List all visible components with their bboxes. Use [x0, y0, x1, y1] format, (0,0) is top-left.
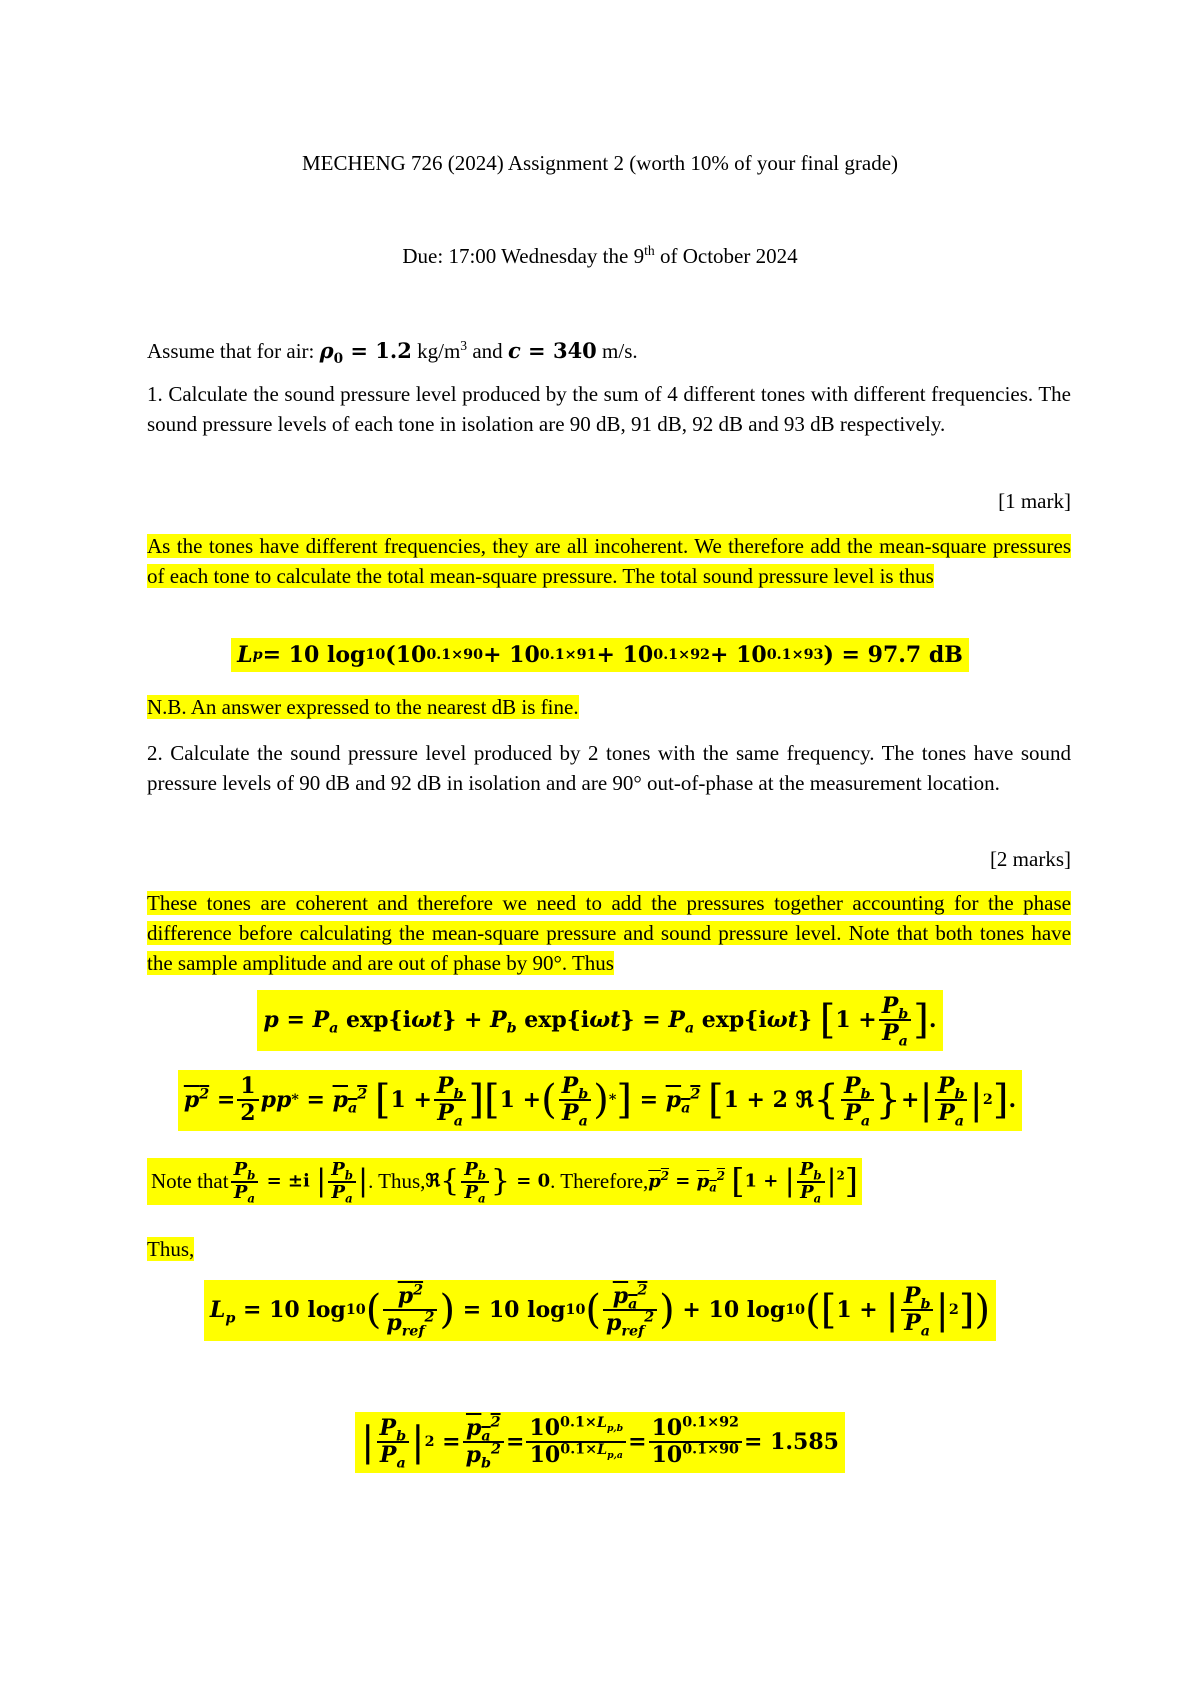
- due-prefix: Due: 17:00 Wednesday the 9: [402, 244, 645, 268]
- question-1-answer: [147, 531, 1071, 591]
- eq1-plus-3: + 10: [596, 642, 654, 668]
- question-1-marks: [1 mark]: [998, 489, 1071, 513]
- answer-2-text: These tones are coherent and therefore we need to add the pressures together accounting for the phase difference before calculating the mean-square pressure and sound pressure level. Note that both tones have the sample amplitude and are out of phase by 90°. Thus: [147, 891, 1071, 975]
- equation-1: L p = 10 log 10 (10 0.1×90 + 10 0.1×91 + 10 0.1×92 + 10 0.1×93 ) = 97.7 dB: [0, 638, 1200, 672]
- c-symbol: c: [507, 338, 521, 363]
- question-1-note: [147, 694, 579, 721]
- rho-symbol: ρ: [319, 338, 334, 363]
- eq1-log: = 10 log: [262, 642, 366, 668]
- eq1-close: ) = 97.7 dB: [823, 642, 963, 668]
- equation-lp-2: $L_p$ = 10 log 10 ( $\frac{p^2}{p_{ref}^2}$ ) = 10 log 10 ( $\frac{p_a^2}{p_{ref}^2}$ ) + 10 log 10 ( [ 1 + | $\frac{P_b}{P_a}$ | 2 ] ): [0, 1280, 1200, 1341]
- thus-label: [147, 1236, 194, 1263]
- eq1-open: (10: [385, 642, 427, 668]
- assumption-line: [147, 337, 638, 368]
- question-2-answer: [147, 888, 1071, 978]
- question-1-text: 1. Calculate the sound pressure level produced by the sum of 4 different tones with different frequencies. The sound pressure levels of each tone in isolation are 90 dB, 91 dB, 92 dB and 93 dB respectively.: [147, 382, 1071, 436]
- note-thus: . Thus,: [368, 1169, 426, 1194]
- question-2-text: 2. Calculate the sound pressure level produced by 2 tones with the same frequency. The tones have sound pressure levels of 90 dB and 92 dB in isolation and are 90° out-of-phase at the measurement location.: [147, 741, 1071, 795]
- answer-1-text: As the tones have different frequencies, they are all incoherent. We therefore add the mean-square pressures of each tone to calculate the total mean-square pressure. The total sound pressure level is thus: [147, 534, 1071, 588]
- note-1-text: N.B. An answer expressed to the nearest dB is fine.: [147, 695, 579, 719]
- thus-text: Thus,: [147, 1237, 195, 1261]
- assume-prefix: Assume that for air:: [147, 339, 320, 363]
- equation-pressure-sum: p = $P_a$ exp{i ωt } + $P_b$ exp{i ωt } = $P_a$ exp{i ωt } [ 1 + $\frac{P_b}{P_a}$ ] .: [0, 990, 1200, 1051]
- rho-value: = 1.2: [343, 338, 412, 363]
- rho-sub: 0: [333, 351, 344, 368]
- note-that-line: Note that $\frac{P_b}{P_a}$ = ±i | $\frac{P_b}{P_a}$ | . Thus, ℜ{ $\frac{P_b}{P_a}$ } = 0 . Therefore, $p^2 = p_a^2$ [1 + | $\frac{P_b}{P_a}$ $|^2$]: [147, 1158, 862, 1205]
- c-unit: m/s.: [596, 339, 638, 363]
- c-value: = 340: [520, 338, 597, 363]
- due-suffix: of October 2024: [654, 244, 798, 268]
- document-title: MECHENG 726 (2024) Assignment 2 (worth 10% of your final grade): [301, 151, 899, 175]
- eq1-plus-4: + 10: [710, 642, 767, 668]
- rho-unit-sup: 3: [460, 338, 468, 353]
- due-sup: th: [644, 243, 655, 258]
- rho-unit: kg/m: [411, 339, 461, 363]
- equation-mean-square: $p^2$ = $\frac{1}{2}$ pp * = $p_a^2$ [ 1 + $\frac{P_b}{P_a}$ ] [ 1 + ( $\frac{P_b}{P_a}$ ) * ] = $p_a^2$ [ 1 + 2 ℜ { $\frac{P_b}{P_a}$ } + | $\frac{P_b}{P_a}$ | 2 ] .: [0, 1070, 1200, 1131]
- due-date: [0, 243, 1200, 270]
- note-that-prefix: Note that: [151, 1169, 229, 1194]
- note-zero: = 0: [510, 1170, 551, 1192]
- equation-ratio: | $\frac{P_b}{P_a}$ | 2 = $\frac{p_a^2}{p_b^2}$ = $\frac{10^{0.1\times L_{p,b}}}{10^{0.1\times L_{p,a}}}$ = $\frac{10^{0.1\times 92}}{10^{0.1\times 90}}$ = 1.585: [0, 1412, 1200, 1473]
- assume-mid: and: [467, 339, 508, 363]
- eq1-plus-2: + 10: [483, 642, 540, 668]
- ratio-value: 1.585: [770, 1429, 839, 1456]
- question-2-marks: [2 marks]: [989, 847, 1071, 871]
- eq1-lhs: L: [237, 642, 253, 668]
- note-therefore: . Therefore,: [550, 1169, 649, 1194]
